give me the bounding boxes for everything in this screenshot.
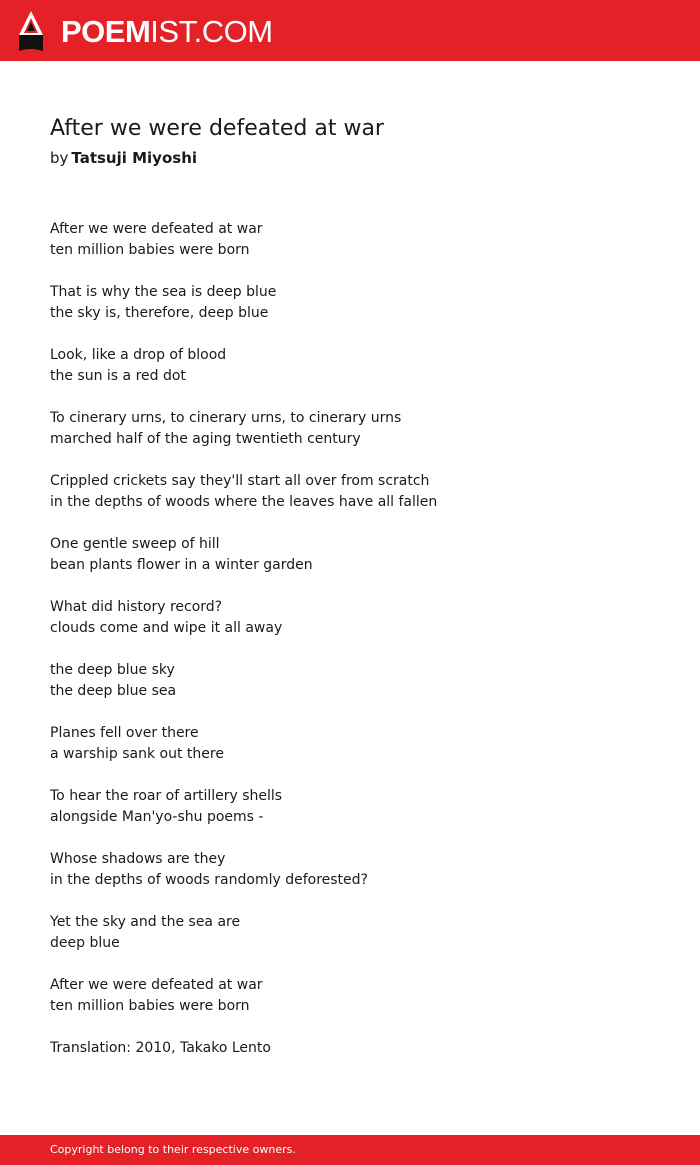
poem-line: What did history record? (50, 599, 223, 615)
poem-stanza (50, 660, 650, 723)
poem-stanza (50, 1038, 650, 1101)
poem-line: deep blue (50, 935, 120, 951)
poem-line: Planes fell over there (50, 725, 199, 741)
copyright-notice: Copyright belong to their respective owners. (50, 1143, 296, 1156)
poem-line: One gentle sweep of hill (50, 536, 220, 552)
poem-line: ten million babies were born (50, 998, 250, 1014)
poem-title: After we were defeated at war (50, 116, 384, 141)
poem-stanza (50, 282, 650, 345)
poem-stanza (50, 219, 650, 282)
poem-line: Translation: 2010, Takako Lento (50, 1040, 271, 1056)
poem-body (50, 219, 650, 1101)
poem-author: Tatsuji Miyoshi (71, 149, 198, 167)
poem-line: bean plants flower in a winter garden (50, 557, 313, 573)
poem-stanza (50, 345, 650, 408)
poem-line: Look, like a drop of blood (50, 347, 227, 363)
pencil-tip-icon (18, 11, 44, 52)
poem-line: Yet the sky and the sea are (50, 914, 241, 930)
poem-line: Crippled crickets say they'll start all over from scratch (50, 473, 430, 489)
poem-stanza (50, 723, 650, 786)
poem-line: in the depths of woods randomly deforested? (50, 872, 368, 888)
poem-line: That is why the sea is deep blue (50, 284, 277, 300)
poem-stanza (50, 534, 650, 597)
site-header (0, 0, 700, 61)
poem-line: After we were defeated at war (50, 221, 263, 237)
poem-line: in the depths of woods where the leaves have all fallen (50, 494, 438, 510)
poem-line: ten million babies were born (50, 242, 250, 258)
poem-stanza (50, 408, 650, 471)
poem-line: After we were defeated at war (50, 977, 263, 993)
poem-stanza (50, 975, 650, 1038)
poem-stanza (50, 912, 650, 975)
poem-line: the deep blue sea (50, 683, 177, 699)
poem-line: To hear the roar of artillery shells (50, 788, 283, 804)
poem-byline (50, 149, 197, 167)
poem-line: marched half of the aging twentieth century (50, 431, 361, 447)
byline-label: by (50, 149, 69, 167)
logo-text-light: IST.COM (150, 13, 273, 49)
poem-stanza (50, 597, 650, 660)
poem-stanza (50, 786, 650, 849)
site-footer (0, 1135, 700, 1165)
site-logo-link[interactable] (18, 10, 273, 52)
poem-line: the sky is, therefore, deep blue (50, 305, 269, 321)
poem-line: Whose shadows are they (50, 851, 226, 867)
site-logo-text (61, 13, 273, 49)
poem-line: a warship sank out there (50, 746, 224, 762)
poem-line: alongside Man'yo-shu poems - (50, 809, 264, 825)
poem-line: To cinerary urns, to cinerary urns, to cinerary urns (50, 410, 402, 426)
poem-stanza (50, 849, 650, 912)
poem-line: clouds come and wipe it all away (50, 620, 283, 636)
poem-stanza (50, 471, 650, 534)
poem-line: the deep blue sky (50, 662, 175, 678)
poem-line: the sun is a red dot (50, 368, 186, 384)
logo-text-bold: POEM (61, 13, 151, 49)
